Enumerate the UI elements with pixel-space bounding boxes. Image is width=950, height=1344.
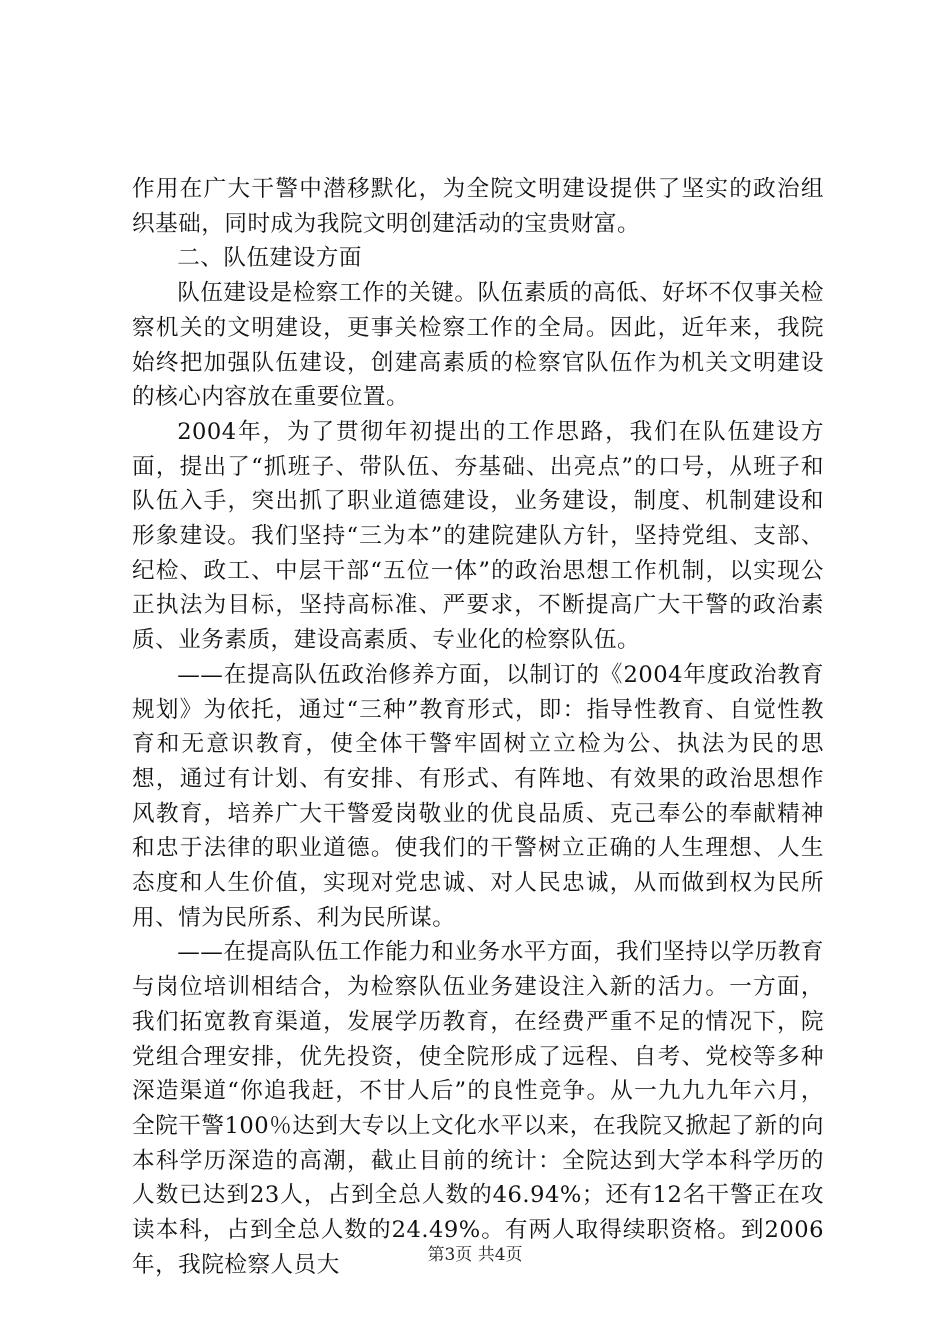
section-heading: 二、队伍建设方面 — [177, 245, 362, 272]
paragraph-continuation: 作用在广大干警中潜移默化，为全院文明建设提供了坚实的政治组织基础，同时成为我院文明创建活动的宝贵财富。 — [132, 176, 824, 237]
paragraph-political-cultivation: ——在提高队伍政治修养方面，以制订的《2004年度政治教育规划》为依托，通过“三种”教育形式，即：指导性教育、自觉性教育和无意识教育，使全体干警牢固树立立检为公、执法为民的思想，通过有计划、有安排、有形式、有阵地、有效果的政治思想作风教育，培养广大干警爱岗敬业的优良品质、克己奉公的奉献精神和忠于法律的职业道德。使我们的干警树立正确的人生理想、人生态度和人生价值，实现对党忠诚、对人民忠诚，从而做到权为民所用、情为民所系、利为民所谋。 — [132, 661, 824, 931]
paragraph-team-building-intro: 队伍建设是检察工作的关键。队伍素质的高低、好坏不仅事关检察机关的文明建设，更事关检察工作的全局。因此，近年来，我院始终把加强队伍建设，创建高素质的检察官队伍作为机关文明建设的核心内容放在重要位置。 — [132, 280, 824, 411]
paragraph-work-ability: ——在提高队伍工作能力和业务水平方面，我们坚持以学历教育与岗位培训相结合，为检察队伍业务建设注入新的活力。一方面，我们拓宽教育渠道，发展学历教育，在经费严重不足的情况下，院党组合理安排，优先投资，使全院形成了远程、自考、党校等多种深造渠道“你追我赶，不甘人后”的良性竞争。从一九九九年六月，全院干警100％达到大专以上文化水平以来，在我院又掀起了新的向本科学历深造的高潮，截止目前的统计：全院达到大学本科学历的人数已达到23人，占到全总人数的46.94%；还有12名干警正在攻读本科，占到全总人数的24.49%。有两人取得续职资格。到2006年，我院检察人员大 — [132, 939, 824, 1278]
paragraph-2004-plan: 2004年，为了贯彻年初提出的工作思路，我们在队伍建设方面，提出了“抓班子、带队伍、夯基础、出亮点”的口号，从班子和队伍入手，突出抓了职业道德建设，业务建设，制度、机制建设和形象建设。我们坚持“三为本”的建院建队方针，坚持党组、支部、纪检、政工、中层干部“五位一体”的政治思想工作机制，以实现公正执法为目标，坚持高标准、严要求，不断提高广大干警的政治素质、业务素质，建设高素质、专业化的检察队伍。 — [132, 418, 824, 654]
document-body — [132, 172, 824, 1283]
page-footer: 第3页 共4页 — [427, 1245, 523, 1265]
